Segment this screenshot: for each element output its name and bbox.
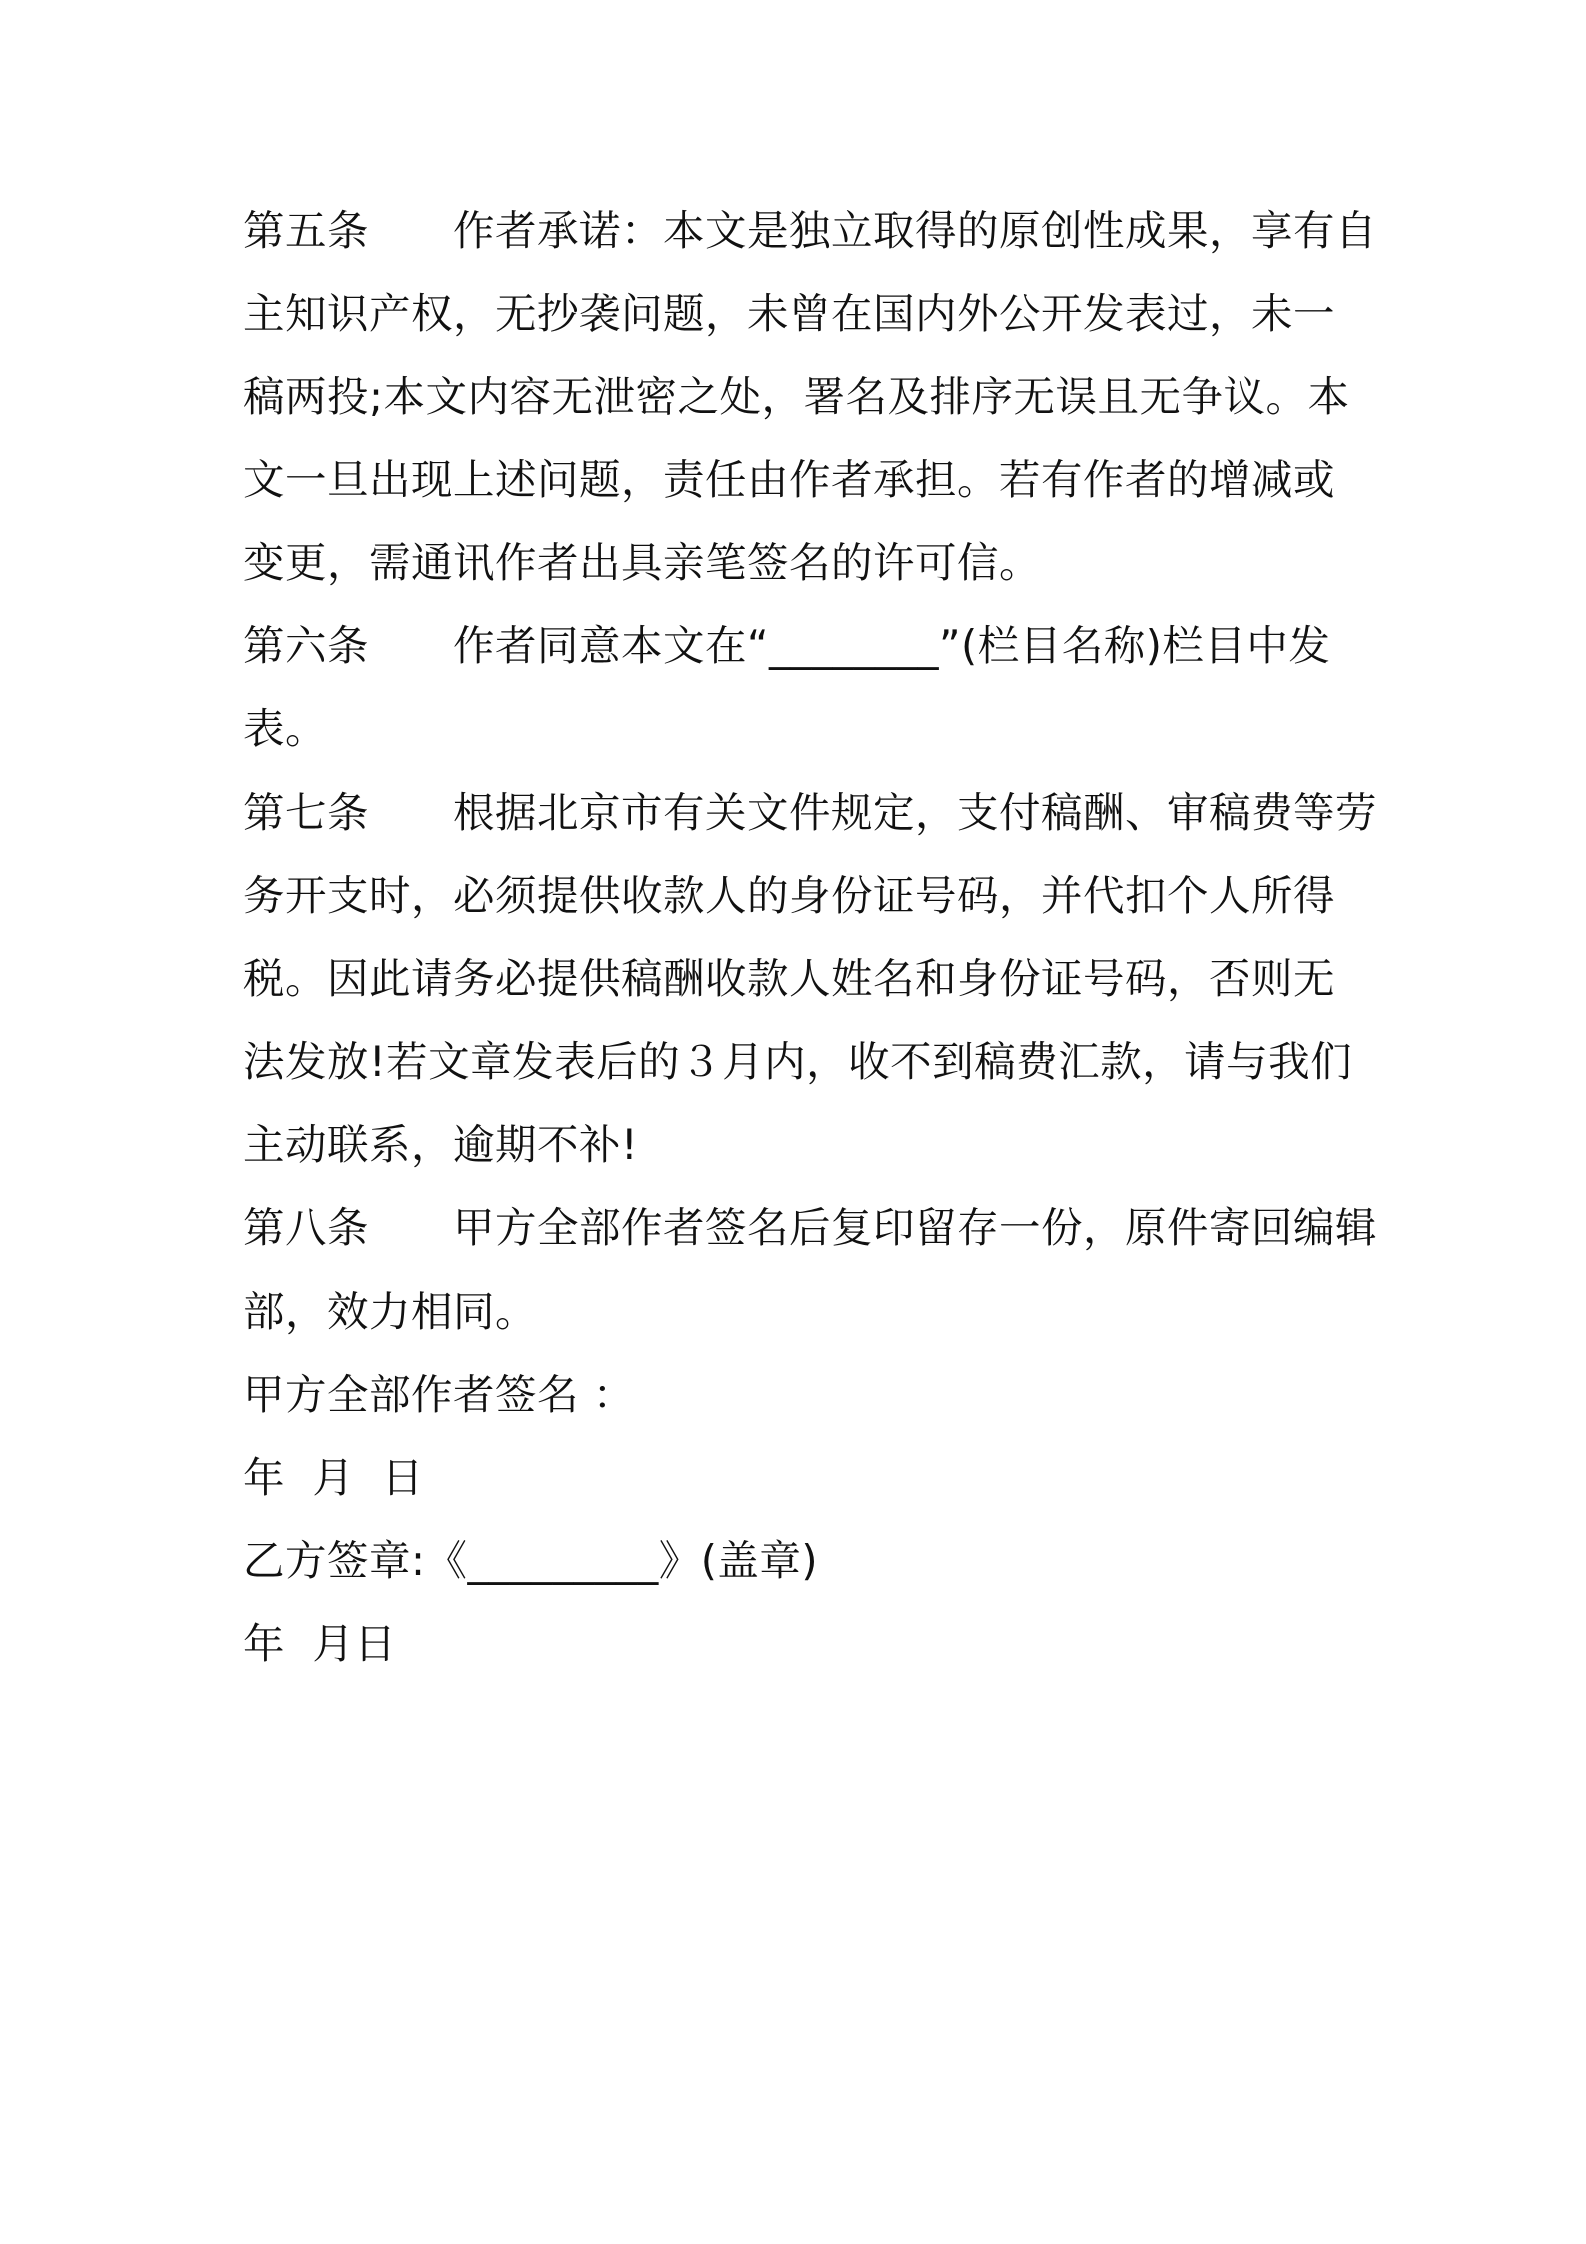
article-5-line-3: 稿两投;本文内容无泄密之处，署名及排序无误且无争议。本 (243, 372, 1350, 421)
party-b-seal-label: 乙方签章:《_________》(盖章) (243, 1536, 819, 1585)
article-7-line-1: 第七条 根据北京市有关文件规定，支付稿酬、审稿费等劳 (243, 788, 1378, 837)
article-5-line-1: 第五条 作者承诺：本文是独立取得的原创性成果，享有自 (243, 206, 1378, 255)
article-5-line-5: 变更，需通讯作者出具亲笔签名的许可信。 (243, 538, 1042, 587)
article-8-line-2: 部，效力相同。 (243, 1287, 538, 1336)
article-6-line-1: 第六条 作者同意本文在“________”(栏目名称)栏目中发 (243, 621, 1331, 670)
article-5-line-4: 文一旦出现上述问题，责任由作者承担。若有作者的增减或 (243, 455, 1336, 504)
party-b-date: 年 月日 (243, 1619, 397, 1668)
party-a-signature-label: 甲方全部作者签名 ： (243, 1370, 635, 1419)
article-7-line-4: 法发放!若文章发表后的３月内，收不到稿费汇款，请与我们 (243, 1037, 1353, 1086)
article-7-line-5: 主动联系，逾期不补! (243, 1120, 639, 1169)
article-5-line-2: 主知识产权，无抄袭问题，未曾在国内外公开发表过，未一 (243, 289, 1336, 338)
article-7-line-3: 税。因此请务必提供稿酬收款人姓名和身份证号码，否则无 (243, 954, 1336, 1003)
article-7-line-2: 务开支时，必须提供收款人的身份证号码，并代扣个人所得 (243, 871, 1336, 920)
article-6-line-2: 表。 (243, 704, 328, 753)
party-a-date: 年 月 日 (243, 1453, 424, 1502)
article-8-line-1: 第八条 甲方全部作者签名后复印留存一份，原件寄回编辑 (243, 1203, 1378, 1252)
